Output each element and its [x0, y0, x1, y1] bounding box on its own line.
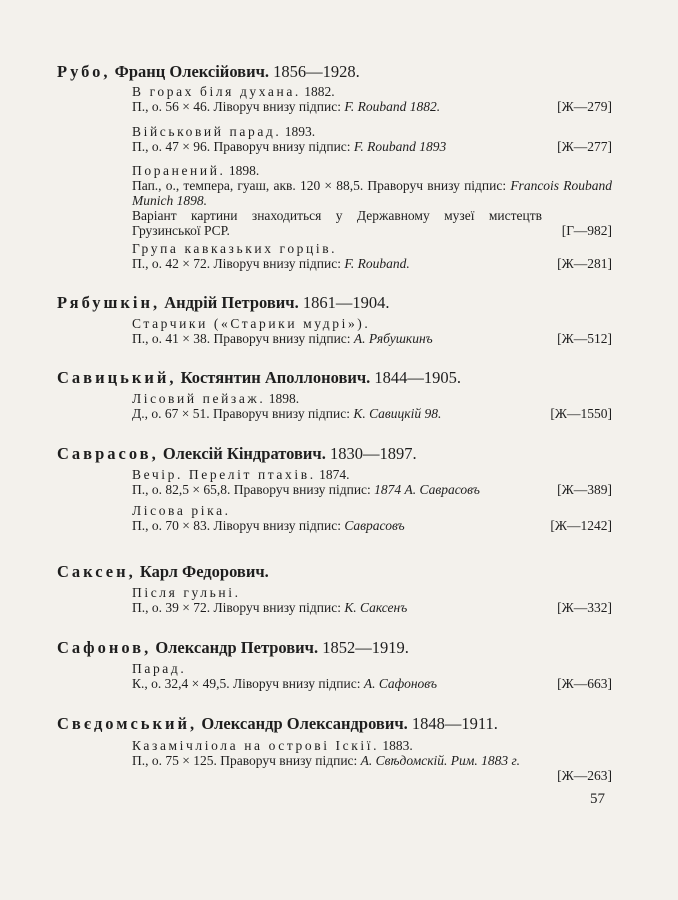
artist-years: 1861—1904.	[298, 293, 390, 312]
artist-heading	[57, 714, 617, 734]
inventory-code: [Ж—389]	[557, 482, 612, 497]
artwork-title: Поранений.	[132, 163, 226, 178]
artist-name: Андрій Петрович.	[160, 293, 299, 312]
page-number: 57	[590, 791, 605, 807]
artwork-signature: К. Савицкій 98.	[353, 406, 442, 421]
artist-years: 1848—1911.	[407, 714, 498, 733]
artist-name: Олексій Кіндратович.	[158, 444, 326, 463]
artwork-technique: П., о. 42 × 72. Ліворуч внизу підпис:	[132, 256, 345, 271]
artwork-signature: F. Rouband.	[344, 256, 410, 271]
artwork-title: Казамічліола на острові Іскії.	[132, 738, 380, 753]
artwork-title: Військовий парад.	[132, 124, 282, 139]
artist-heading	[57, 638, 617, 658]
artwork-signature: А. Рябушкинъ	[353, 331, 433, 346]
artist-surname: Саврасов,	[57, 444, 159, 463]
artist-surname: Рябушкін,	[57, 293, 161, 312]
artwork-signature: Francois Rouband Munich 1898.	[132, 178, 613, 208]
artwork-entry	[132, 391, 612, 421]
artwork-entry	[132, 585, 612, 615]
artwork-year: 1898.	[265, 391, 300, 406]
artwork-year: 1882.	[300, 84, 335, 99]
artist-surname: Рубо,	[57, 62, 111, 81]
artwork-signature: А. Сафоновъ	[363, 676, 437, 691]
artwork-technique: П., о. 39 × 72. Ліворуч внизу підпис:	[132, 600, 345, 615]
artwork-title: Після гульні.	[132, 585, 241, 600]
artwork-signature: Саврасовъ	[344, 518, 405, 533]
inventory-code: [Ж—263]	[557, 768, 612, 783]
artwork-entry	[132, 738, 612, 783]
artist-name: Олександр Петрович.	[151, 638, 319, 657]
inventory-code: [Ж—663]	[557, 676, 612, 691]
artwork-entry	[132, 84, 612, 114]
artist-surname: Свєдомський,	[57, 714, 198, 733]
inventory-code: [Ж—279]	[557, 99, 612, 114]
artist-surname: Савицький,	[57, 368, 177, 387]
artwork-year: 1898.	[225, 163, 260, 178]
inventory-code: [Г—982]	[561, 223, 612, 238]
inventory-code: [Ж—1242]	[550, 518, 612, 533]
artwork-technique: П., о. 82,5 × 65,8. Праворуч внизу підпис:	[132, 482, 375, 497]
artwork-title: Старчики («Старики мудрі»).	[132, 316, 371, 331]
artist-years: 1852—1919.	[318, 638, 409, 657]
artwork-title: Лісова ріка.	[132, 503, 231, 518]
artwork-note: Варіант картини знаходиться у Державному музеї мистецтв Грузинської РСР.	[132, 208, 542, 238]
artwork-entry	[132, 124, 612, 154]
artist-years: 1830—1897.	[325, 444, 417, 463]
inventory-code: [Ж—277]	[557, 139, 612, 154]
inventory-code: [Ж—332]	[557, 600, 612, 615]
artist-surname: Саксен,	[57, 562, 136, 581]
artwork-technique: П., о. 47 × 96. Праворуч внизу підпис:	[132, 139, 354, 154]
artist-name: Франц Олексійович.	[110, 62, 270, 81]
artist-name: Костянтин Аполлонович.	[176, 368, 371, 387]
artist-years: 1856—1928.	[269, 62, 360, 81]
artwork-signature: 1874 А. Саврасовъ	[374, 482, 480, 497]
inventory-code: [Ж—1550]	[550, 406, 612, 421]
artist-heading	[57, 444, 617, 464]
artwork-technique: П., о. 75 × 125. Праворуч внизу підпис:	[132, 753, 361, 768]
artwork-year: 1883.	[379, 738, 413, 753]
artwork-signature: К. Саксенъ	[344, 600, 408, 615]
artwork-entry	[132, 163, 612, 238]
artwork-technique: Д., о. 67 × 51. Праворуч внизу підпис:	[132, 406, 354, 421]
artwork-year: 1893.	[281, 124, 316, 139]
artwork-entry	[132, 316, 612, 346]
artist-name: Олександр Олександрович.	[197, 714, 408, 733]
artwork-signature: F. Rouband 1882.	[344, 99, 441, 114]
artwork-entry	[132, 661, 612, 691]
artwork-entry	[132, 467, 612, 497]
artist-name: Карл Федорович.	[135, 562, 269, 581]
artwork-technique: П., о. 41 × 38. Праворуч внизу підпис:	[132, 331, 354, 346]
inventory-code: [Ж—281]	[557, 256, 612, 271]
artwork-technique: П., о. 70 × 83. Ліворуч внизу підпис:	[132, 518, 345, 533]
artwork-signature: F. Rouband 1893	[353, 139, 447, 154]
artist-heading	[57, 62, 617, 82]
artist-heading	[57, 293, 617, 313]
artwork-technique: Пап., о., темпера, гуаш, акв. 120 × 88,5. Праворуч внизу підпис:	[132, 178, 511, 193]
artwork-title: Лісовий пейзаж.	[132, 391, 266, 406]
artwork-title: Парад.	[132, 661, 187, 676]
artist-heading	[57, 368, 617, 388]
artwork-technique: П., о. 56 × 46. Ліворуч внизу підпис:	[132, 99, 345, 114]
artwork-technique: К., о. 32,4 × 49,5. Ліворуч внизу підпис:	[132, 676, 364, 691]
artwork-title: В горах біля духана.	[132, 84, 301, 99]
artwork-title: Група кавказьких горців.	[132, 241, 338, 256]
artwork-entry	[132, 241, 612, 271]
artist-heading	[57, 562, 617, 582]
artist-surname: Сафонов,	[57, 638, 152, 657]
artist-years: 1844—1905.	[370, 368, 462, 387]
artwork-year: 1874.	[315, 467, 350, 482]
artwork-entry	[132, 503, 612, 533]
artwork-title: Вечір. Переліт птахів.	[132, 467, 316, 482]
inventory-code: [Ж—512]	[557, 331, 612, 346]
artwork-signature: А. Свѣдомскій. Рим. 1883 г.	[360, 753, 520, 768]
